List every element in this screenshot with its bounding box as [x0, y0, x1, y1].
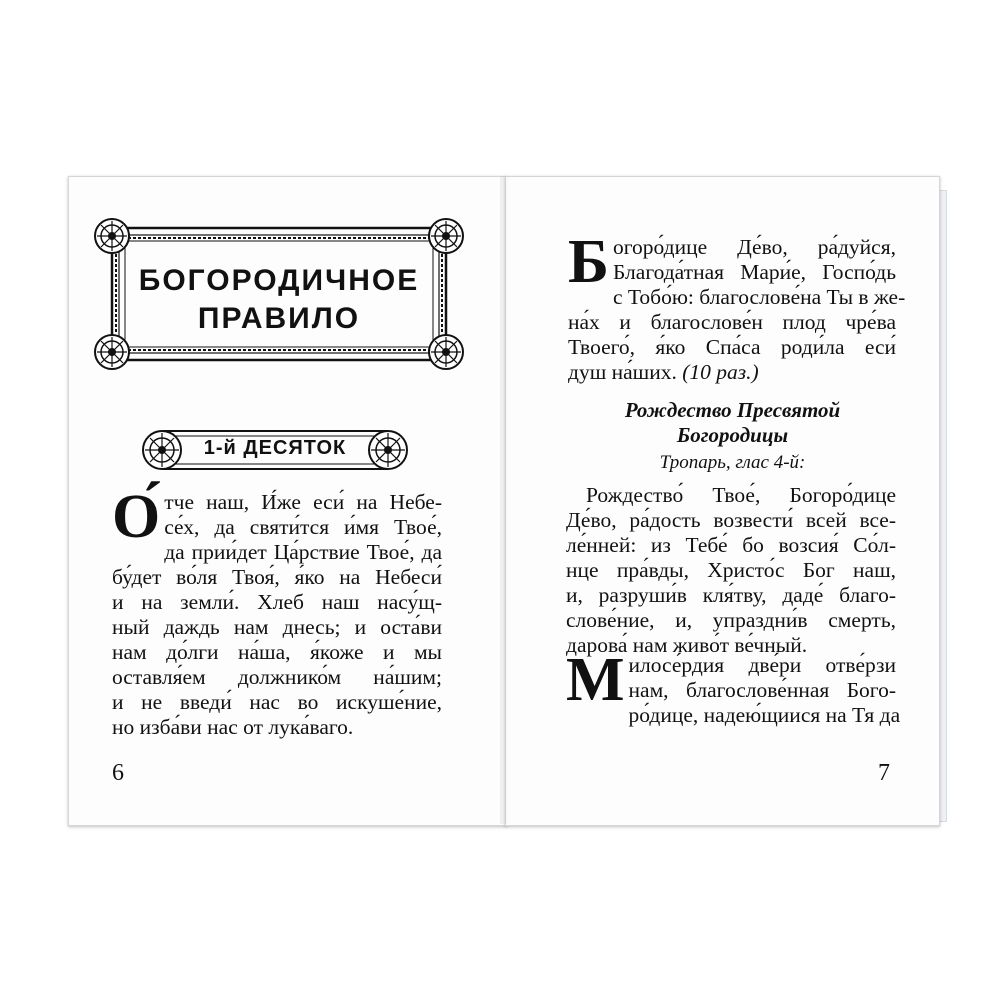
rosette-icon	[429, 335, 463, 369]
title-line-1: БОГОРОДИЧНОЕ	[138, 264, 420, 297]
text-line	[568, 360, 896, 385]
dropcap: Б	[568, 228, 609, 296]
text-line: Де́во, ра́дость возвести́ всей все-	[566, 508, 896, 532]
text-line: с Тобо́ю: благослове́на Ты в же-	[613, 285, 906, 309]
text-line: и не введи́ нас во искуше́ние,	[112, 690, 442, 714]
text-line: нам до́лги на́ша, я́коже и мы	[112, 640, 442, 664]
text-line: ро́дице, надею́щиися на Тя да	[628, 703, 901, 727]
text-line: се́х, да святи́тся и́мя Твое́,	[164, 515, 442, 539]
text-line: огоро́дице Де́во, ра́дуйся,	[613, 235, 896, 259]
text-line: Твоего́, я́ко Спа́са роди́ла еси́	[568, 335, 896, 359]
dropcap: М	[566, 646, 625, 714]
text-line: дарова́ нам живо́т ве́чный.	[566, 633, 808, 657]
text-line: да прии́дет Ца́рствие Твое́, да	[164, 540, 442, 564]
text-line: и, разруши́в кля́тву, даде́ благо-	[566, 583, 896, 607]
feast-title-line-2: Богородицы	[676, 423, 789, 447]
hail-mary-text	[568, 228, 906, 385]
feast-heading	[560, 398, 905, 448]
rosette-icon	[429, 219, 463, 253]
text-line: ле́нней: из Тебе́ бо возсия́ Со́л-	[566, 533, 896, 557]
text-line: илосе́рдия две́ри отве́рзи	[628, 653, 896, 677]
page-number-left: 6	[112, 760, 124, 786]
text-line: на́х и благослове́н плод чре́ва	[568, 310, 896, 334]
text-line: тче наш, И́же еси́ на Небе-	[164, 490, 442, 514]
text-line: и на земли́. Хлеб наш насу́щ-	[112, 590, 442, 614]
section-label-frame	[140, 425, 410, 475]
text-line: оставля́ем должнико́м на́шим;	[112, 665, 442, 689]
rosette-icon	[95, 219, 129, 253]
page-title	[88, 262, 470, 338]
text-line: слове́ние, и, упраздни́в смерть,	[566, 608, 896, 632]
title-frame	[88, 218, 470, 370]
text-line: но изба́ви нас от лука́ваго.	[112, 715, 354, 739]
mercy-door-text	[566, 646, 901, 728]
troparion-text	[566, 483, 896, 658]
dropcap: О́	[112, 483, 161, 551]
repeat-count: (10 раз.)	[682, 360, 759, 384]
text-line-content: душ на́ших.	[568, 360, 677, 384]
section-label: 1-й ДЕСЯТОК	[203, 437, 347, 459]
text-line: Благода́тная Мари́е, Госпо́дь	[613, 260, 896, 284]
lords-prayer-text	[112, 483, 442, 740]
text-line: ный даждь нам днесь; и оста́ви	[112, 615, 442, 639]
book-spine	[500, 176, 510, 824]
text-line: Рождество́ Твое́, Богоро́дице	[586, 483, 896, 507]
text-line: нам, благослове́нная Бого-	[628, 678, 896, 702]
text-line: бу́дет во́ля Твоя́, я́ко на Небеси́	[112, 565, 442, 589]
title-line-2: ПРАВИЛО	[197, 302, 361, 335]
page-number-right: 7	[878, 760, 890, 786]
rosette-icon	[95, 335, 129, 369]
troparion-label: Тропарь, глас 4-й:	[659, 452, 806, 473]
text-line: нце пра́вды, Христо́с Бог наш,	[566, 558, 896, 582]
feast-title-line-1: Рождество Пресвятой	[624, 398, 841, 422]
